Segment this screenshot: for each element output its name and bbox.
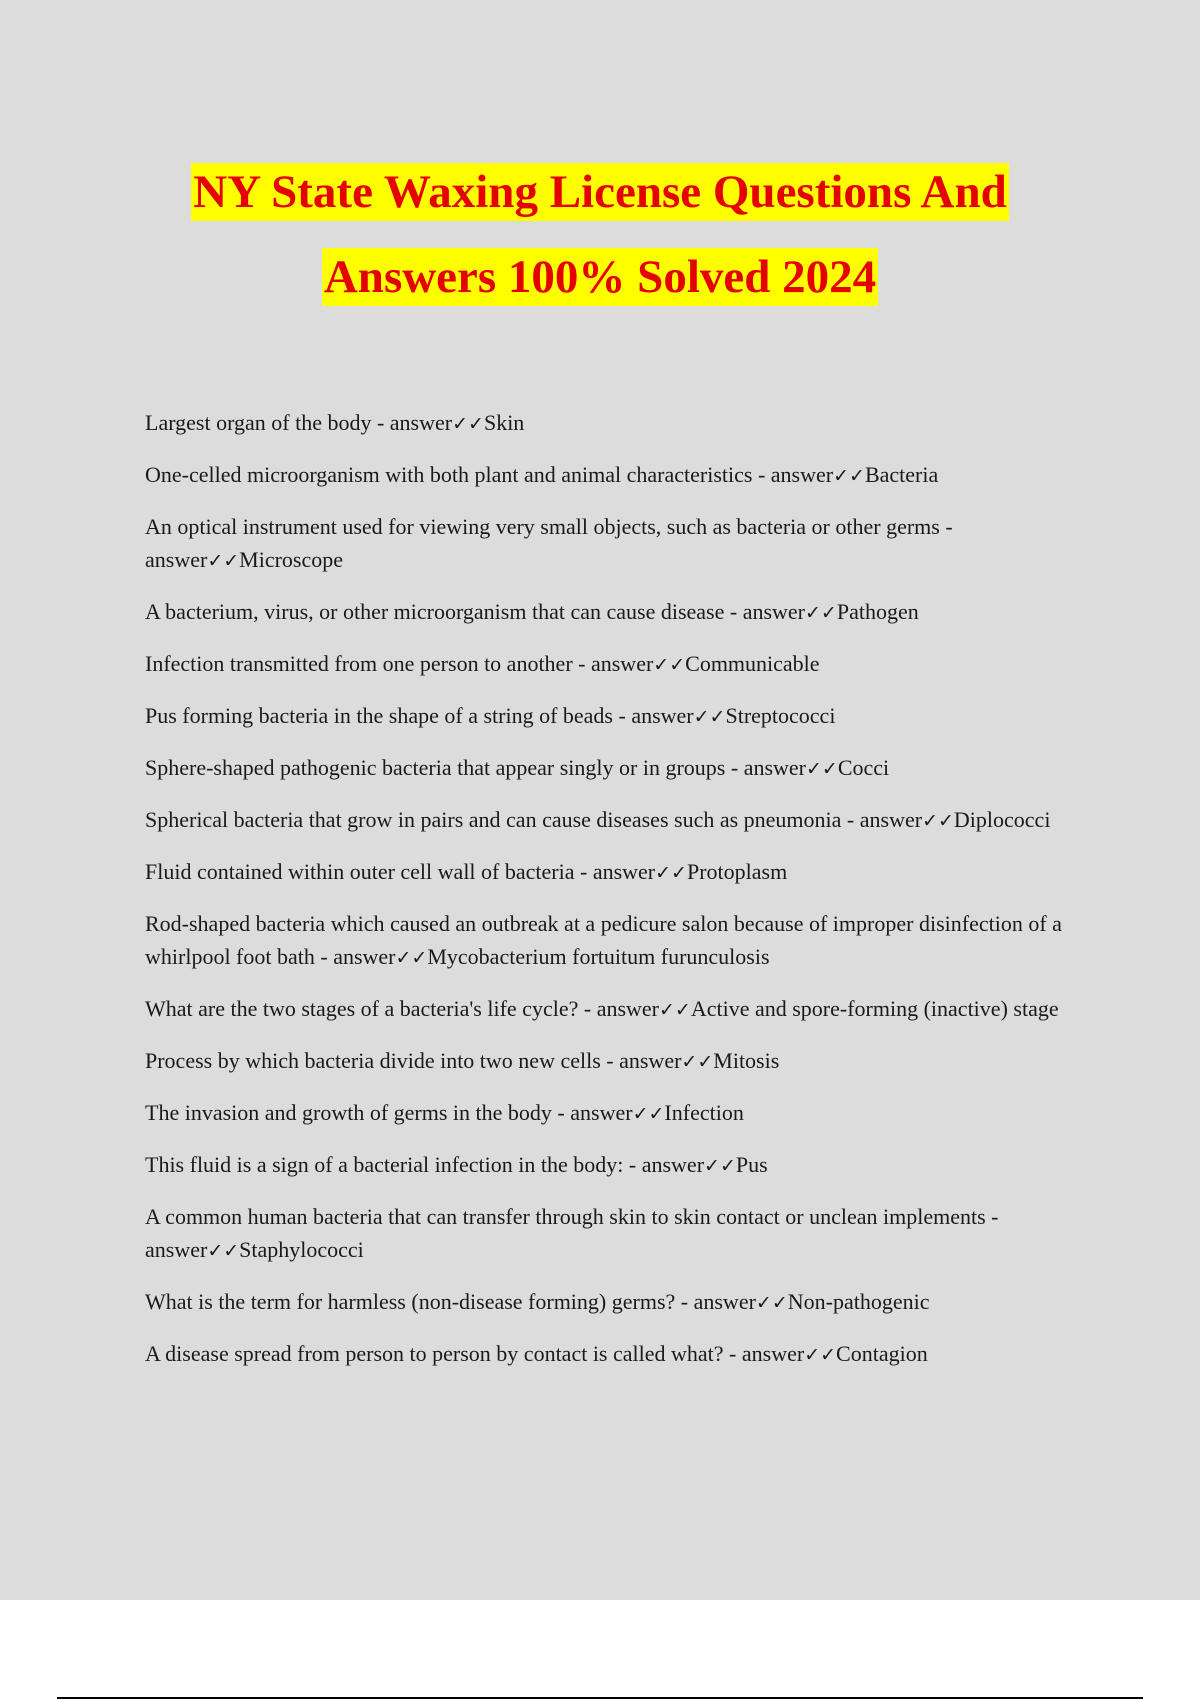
answer-text: Cocci	[837, 755, 890, 780]
qa-item	[145, 1200, 1095, 1268]
question-text: A common human bacteria that can transfer through skin to skin contact or unclean implements -	[145, 1204, 999, 1229]
answer-prefix: answer	[859, 807, 923, 832]
checkmark-icon: ✓✓	[659, 999, 691, 1021]
question-text: Spherical bacteria that grow in pairs and can cause diseases such as pneumonia -	[145, 807, 860, 832]
answer-prefix: answer	[570, 1100, 633, 1125]
checkmark-icon: ✓✓	[207, 550, 240, 572]
answer-prefix: answer	[145, 1237, 208, 1262]
question-text: An optical instrument used for viewing very small objects, such as bacteria or other germs -	[145, 514, 953, 539]
checkmark-icon: ✓✓	[693, 706, 726, 728]
qa-item	[145, 647, 1095, 682]
checkmark-icon: ✓✓	[833, 465, 865, 487]
answer-prefix: answer	[592, 859, 656, 884]
qa-item	[145, 595, 1095, 630]
answer-prefix: answer	[389, 410, 453, 435]
qa-item	[145, 1096, 1095, 1131]
checkmark-icon: ✓✓	[804, 1344, 837, 1366]
title-line-2: Answers 100% Solved 2024	[322, 248, 878, 306]
checkmark-icon: ✓✓	[207, 1240, 240, 1262]
answer-text: Skin	[483, 410, 525, 435]
answer-prefix: answer	[596, 996, 659, 1021]
question-text: Rod-shaped bacteria which caused an outbreak at a pedicure salon because of improper disinfection of a whirlpool foot bath -	[145, 911, 1062, 969]
page-title	[0, 163, 1200, 333]
answer-prefix: answer	[743, 755, 806, 780]
question-text: Process by which bacteria divide into two new cells -	[145, 1048, 620, 1073]
answer-text: Microscope	[239, 547, 344, 572]
checkmark-icon: ✓✓	[704, 1155, 736, 1177]
checkmark-icon: ✓✓	[452, 413, 484, 435]
checkmark-icon: ✓✓	[805, 602, 837, 624]
qa-item	[145, 751, 1095, 786]
footer-divider	[57, 1697, 1143, 1699]
qa-item	[145, 1285, 1095, 1320]
question-text: Sphere-shaped pathogenic bacteria that appear singly or in groups -	[145, 755, 744, 780]
answer-prefix: answer	[741, 1341, 805, 1366]
answer-text: Non-pathogenic	[787, 1289, 930, 1314]
question-text: A bacterium, virus, or other microorganism that can cause disease -	[145, 599, 743, 624]
checkmark-icon: ✓✓	[395, 947, 428, 969]
checkmark-icon: ✓✓	[653, 654, 686, 676]
qa-item	[145, 907, 1095, 975]
answer-text: Protoplasm	[686, 859, 788, 884]
checkmark-icon: ✓✓	[806, 758, 838, 780]
answer-prefix: answer	[742, 599, 805, 624]
answer-text: Pus	[735, 1152, 768, 1177]
qa-item	[145, 699, 1095, 734]
qa-item	[145, 458, 1095, 493]
qa-item	[145, 855, 1095, 890]
answer-text: Diplococci	[953, 807, 1051, 832]
answer-text: Bacteria	[864, 462, 939, 487]
question-text: What is the term for harmless (non-disease forming) germs? -	[145, 1289, 694, 1314]
qa-item	[145, 1148, 1095, 1183]
title-line-1: NY State Waxing License Questions And	[191, 163, 1008, 221]
answer-prefix: answer	[693, 1289, 756, 1314]
answer-text: Contagion	[836, 1341, 928, 1366]
answer-prefix: answer	[619, 1048, 682, 1073]
answer-text: Mitosis	[713, 1048, 780, 1073]
checkmark-icon: ✓✓	[922, 810, 954, 832]
qa-item	[145, 1044, 1095, 1079]
question-text: Infection transmitted from one person to another -	[145, 651, 591, 676]
qa-item	[145, 406, 1095, 441]
question-text: A disease spread from person to person by contact is called what? -	[145, 1341, 742, 1366]
checkmark-icon: ✓✓	[681, 1051, 714, 1073]
qa-item	[145, 510, 1095, 578]
answer-prefix: answer	[145, 547, 208, 572]
question-text: What are the two stages of a bacteria's life cycle? -	[145, 996, 597, 1021]
question-text: Pus forming bacteria in the shape of a string of beads -	[145, 703, 632, 728]
answer-text: Communicable	[685, 651, 820, 676]
qa-item	[145, 1337, 1095, 1372]
answer-text: Pathogen	[836, 599, 919, 624]
qa-list	[145, 406, 1095, 1389]
question-text: The invasion and growth of germs in the body -	[145, 1100, 571, 1125]
answer-prefix: answer	[333, 944, 396, 969]
answer-text: Streptococci	[725, 703, 836, 728]
qa-item	[145, 803, 1095, 838]
question-text: Largest organ of the body -	[145, 410, 390, 435]
checkmark-icon: ✓✓	[755, 1292, 788, 1314]
checkmark-icon: ✓✓	[655, 862, 687, 884]
answer-text: Active and spore-forming (inactive) stage	[690, 996, 1059, 1021]
question-text: This fluid is a sign of a bacterial infection in the body: -	[145, 1152, 642, 1177]
answer-prefix: answer	[631, 703, 694, 728]
checkmark-icon: ✓✓	[632, 1103, 665, 1125]
qa-item	[145, 992, 1095, 1027]
question-text: Fluid contained within outer cell wall of bacteria -	[145, 859, 593, 884]
question-text: One-celled microorganism with both plant and animal characteristics -	[145, 462, 771, 487]
answer-text: Infection	[664, 1100, 744, 1125]
answer-prefix: answer	[590, 651, 654, 676]
answer-text: Staphylococci	[239, 1237, 364, 1262]
answer-prefix: answer	[770, 462, 834, 487]
answer-prefix: answer	[641, 1152, 705, 1177]
answer-text: Mycobacterium fortuitum furunculosis	[427, 944, 770, 969]
